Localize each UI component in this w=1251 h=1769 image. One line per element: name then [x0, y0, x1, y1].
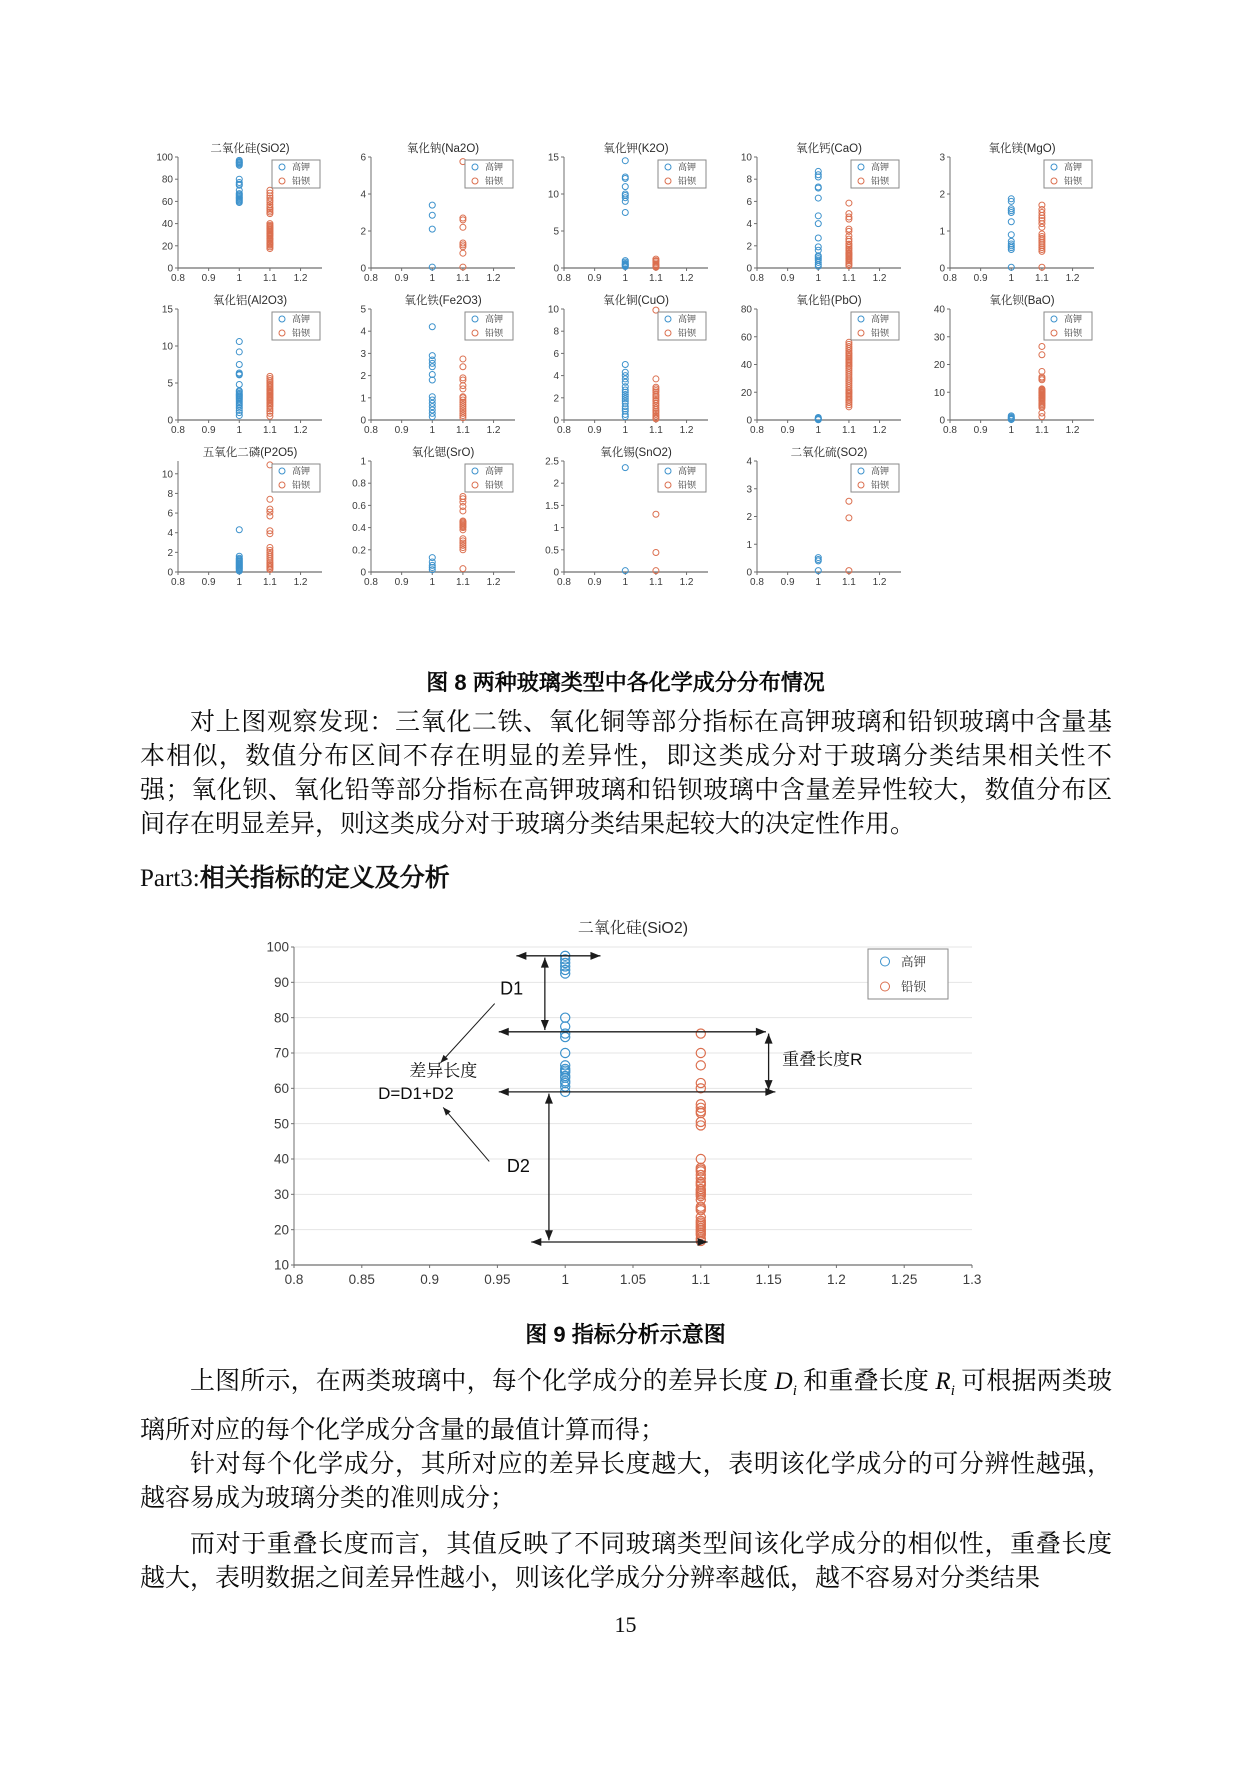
svg-text:高钾: 高钾: [871, 314, 890, 325]
svg-text:1: 1: [815, 425, 822, 436]
svg-text:0.9: 0.9: [201, 273, 216, 284]
svg-text:0: 0: [167, 567, 173, 579]
svg-text:1.1: 1.1: [841, 425, 856, 436]
svg-text:0.6: 0.6: [352, 500, 366, 512]
svg-text:1.1: 1.1: [1034, 273, 1049, 284]
svg-text:0.9: 0.9: [780, 577, 795, 588]
svg-text:铅钡: 铅钡: [871, 176, 890, 187]
svg-text:15: 15: [547, 152, 559, 164]
svg-text:0.2: 0.2: [352, 545, 366, 557]
svg-text:0: 0: [939, 415, 945, 427]
svg-text:铅钡: 铅钡: [1064, 176, 1083, 187]
svg-text:0.8: 0.8: [557, 425, 571, 436]
svg-text:2: 2: [553, 478, 559, 490]
svg-text:0: 0: [167, 263, 173, 275]
svg-text:0.4: 0.4: [352, 523, 366, 535]
svg-text:D2: D2: [506, 1156, 530, 1177]
svg-text:1: 1: [236, 425, 243, 436]
svg-text:60: 60: [273, 1081, 289, 1097]
svg-text:80: 80: [161, 174, 173, 186]
svg-text:铅钡: 铅钡: [678, 480, 697, 491]
svg-text:1.2: 1.2: [486, 577, 501, 588]
svg-text:0.8: 0.8: [171, 273, 185, 284]
svg-text:0.9: 0.9: [973, 273, 988, 284]
svg-text:铅钡: 铅钡: [871, 328, 890, 339]
svg-text:2: 2: [553, 393, 559, 405]
scatter-plot-sno2: [528, 444, 721, 596]
svg-text:二氧化硅(SiO2): 二氧化硅(SiO2): [210, 143, 290, 155]
svg-text:0: 0: [746, 263, 752, 275]
svg-text:1.1: 1.1: [455, 577, 470, 588]
svg-text:铅钡: 铅钡: [485, 328, 504, 339]
svg-text:6: 6: [167, 508, 173, 520]
svg-text:1: 1: [236, 577, 243, 588]
svg-text:二氧化硫(SO2): 二氧化硫(SO2): [790, 447, 868, 459]
svg-text:2: 2: [360, 371, 366, 383]
svg-text:0.8: 0.8: [943, 273, 957, 284]
paragraph-difference-length: 针对每个化学成分，其所对应的差异长度越大，表明该化学成分的可分辨性越强，越容易成为玻璃分类的准则成分；: [140, 1451, 1112, 1512]
svg-text:60: 60: [740, 332, 752, 344]
svg-text:0.8: 0.8: [943, 425, 957, 436]
svg-text:1.1: 1.1: [262, 577, 277, 588]
svg-text:2: 2: [167, 547, 173, 559]
svg-text:1: 1: [746, 539, 752, 551]
svg-text:10: 10: [161, 341, 173, 353]
svg-text:0: 0: [360, 263, 366, 275]
svg-text:D=D1+D2: D=D1+D2: [378, 1083, 454, 1103]
svg-text:1.1: 1.1: [262, 273, 277, 284]
svg-text:1.1: 1.1: [648, 425, 663, 436]
svg-text:1.2: 1.2: [827, 1272, 846, 1287]
svg-text:0.9: 0.9: [587, 577, 602, 588]
svg-text:3: 3: [939, 152, 945, 164]
svg-text:6: 6: [553, 348, 559, 360]
svg-text:高钾: 高钾: [292, 314, 311, 325]
svg-text:1.2: 1.2: [872, 425, 887, 436]
svg-text:差异长度: 差异长度: [409, 1061, 478, 1081]
svg-text:0: 0: [360, 567, 366, 579]
svg-text:0.9: 0.9: [394, 425, 409, 436]
svg-text:0.8: 0.8: [171, 577, 185, 588]
svg-text:20: 20: [161, 241, 173, 253]
part3-prefix: Part3:: [140, 865, 200, 892]
svg-text:1.2: 1.2: [486, 425, 501, 436]
svg-text:高钾: 高钾: [485, 314, 504, 325]
svg-text:70: 70: [273, 1045, 289, 1061]
svg-text:1.2: 1.2: [486, 273, 501, 284]
svg-text:10: 10: [273, 1257, 289, 1273]
svg-text:0.9: 0.9: [587, 273, 602, 284]
svg-text:铅钡: 铅钡: [292, 328, 311, 339]
svg-text:80: 80: [740, 304, 752, 316]
svg-text:1.2: 1.2: [679, 577, 694, 588]
svg-text:15: 15: [161, 304, 173, 316]
symbol-D-subscript: i: [792, 1383, 797, 1399]
scatter-plot-na2o: [335, 140, 528, 292]
svg-text:五氧化二磷(P2O5): 五氧化二磷(P2O5): [202, 447, 298, 459]
p2-text-3: 可根据两类玻璃所对应的每个化学成分含量的最值计算而得；: [140, 1368, 1112, 1444]
svg-text:60: 60: [161, 196, 173, 208]
svg-text:20: 20: [273, 1222, 289, 1238]
svg-text:0.8: 0.8: [364, 577, 378, 588]
scatter-plot-fe2o3: [335, 292, 528, 444]
svg-text:0.9: 0.9: [780, 273, 795, 284]
svg-text:4: 4: [746, 219, 752, 231]
svg-text:氧化钠(Na2O): 氧化钠(Na2O): [406, 143, 480, 155]
svg-text:1.2: 1.2: [293, 273, 308, 284]
svg-text:铅钡: 铅钡: [292, 480, 311, 491]
svg-text:0: 0: [553, 415, 559, 427]
svg-text:氧化铅(PbO): 氧化铅(PbO): [796, 295, 862, 307]
svg-text:0.8: 0.8: [750, 577, 764, 588]
svg-text:40: 40: [273, 1151, 289, 1167]
svg-text:铅钡: 铅钡: [292, 176, 311, 187]
svg-text:0: 0: [553, 567, 559, 579]
svg-text:氧化钙(CaO): 氧化钙(CaO): [796, 143, 862, 155]
svg-text:铅钡: 铅钡: [678, 328, 697, 339]
svg-text:50: 50: [273, 1116, 289, 1132]
svg-text:氧化镁(MgO): 氧化镁(MgO): [988, 143, 1056, 155]
symbol-D: D: [774, 1368, 793, 1395]
figure8-grid: [142, 140, 1107, 596]
scatter-plot-bao: [914, 292, 1107, 444]
svg-text:10: 10: [547, 189, 559, 201]
svg-text:1.2: 1.2: [679, 273, 694, 284]
svg-text:氧化铜(CuO): 氧化铜(CuO): [603, 295, 669, 307]
svg-text:30: 30: [273, 1187, 289, 1203]
svg-text:0.8: 0.8: [171, 425, 185, 436]
svg-text:D1: D1: [500, 978, 524, 999]
svg-text:高钾: 高钾: [1064, 162, 1083, 173]
svg-text:1: 1: [1008, 273, 1015, 284]
svg-text:1: 1: [360, 456, 366, 468]
svg-text:0.9: 0.9: [587, 425, 602, 436]
svg-text:氧化锶(SrO): 氧化锶(SrO): [411, 447, 475, 459]
svg-text:2: 2: [939, 189, 945, 201]
svg-text:1.3: 1.3: [962, 1272, 982, 1287]
svg-text:0.8: 0.8: [750, 425, 764, 436]
svg-text:4: 4: [360, 326, 366, 338]
scatter-plot-sio2: [142, 140, 335, 292]
svg-text:1.1: 1.1: [455, 425, 470, 436]
svg-text:0.8: 0.8: [284, 1272, 304, 1287]
svg-text:氧化钡(BaO): 氧化钡(BaO): [989, 295, 1055, 307]
svg-text:高钾: 高钾: [871, 162, 890, 173]
svg-text:1.05: 1.05: [619, 1272, 647, 1287]
svg-text:1: 1: [939, 226, 945, 238]
svg-text:0: 0: [167, 415, 173, 427]
svg-text:高钾: 高钾: [485, 466, 504, 477]
part3-heading: [140, 858, 450, 894]
svg-text:0: 0: [746, 567, 752, 579]
svg-text:5: 5: [360, 304, 366, 316]
scatter-plot-al2o3: [142, 292, 335, 444]
p2-text-1: 上图所示，在两类玻璃中，每个化学成分的差异长度: [190, 1368, 775, 1395]
svg-text:铅钡: 铅钡: [1064, 328, 1083, 339]
svg-text:1.1: 1.1: [841, 273, 856, 284]
svg-text:1.1: 1.1: [1034, 425, 1049, 436]
scatter-plot-so2: [721, 444, 914, 596]
svg-text:0.8: 0.8: [364, 273, 378, 284]
paragraph-definition: [140, 1362, 1112, 1451]
paragraph-overlap-length: 而对于重叠长度而言，其值反映了不同玻璃类型间该化学成分的相似性，重叠长度越大，表明数据之间差异性越小，则该化学成分分辨率越低，越不容易对分类结果: [140, 1531, 1112, 1592]
svg-text:10: 10: [161, 469, 173, 481]
svg-text:1.1: 1.1: [455, 273, 470, 284]
svg-text:0.9: 0.9: [201, 425, 216, 436]
svg-text:0.9: 0.9: [420, 1272, 439, 1287]
svg-text:高钾: 高钾: [485, 162, 504, 173]
svg-text:铅钡: 铅钡: [485, 480, 504, 491]
svg-text:1.1: 1.1: [648, 273, 663, 284]
svg-text:0: 0: [746, 415, 752, 427]
svg-text:1.1: 1.1: [691, 1272, 711, 1287]
svg-text:0.85: 0.85: [348, 1272, 375, 1287]
svg-text:2: 2: [360, 226, 366, 238]
page-number: 15: [614, 1612, 637, 1637]
svg-text:高钾: 高钾: [1064, 314, 1083, 325]
svg-text:1.25: 1.25: [891, 1272, 918, 1287]
svg-text:10: 10: [933, 387, 945, 399]
svg-text:0: 0: [939, 263, 945, 275]
svg-text:高钾: 高钾: [292, 466, 311, 477]
svg-text:二氧化硅(SiO2): 二氧化硅(SiO2): [577, 920, 689, 937]
svg-text:20: 20: [740, 387, 752, 399]
svg-text:氧化锡(SnO2): 氧化锡(SnO2): [600, 447, 672, 459]
svg-text:高钾: 高钾: [292, 162, 311, 173]
svg-text:高钾: 高钾: [678, 466, 697, 477]
svg-text:8: 8: [167, 488, 173, 500]
svg-text:0.9: 0.9: [780, 425, 795, 436]
svg-text:0.95: 0.95: [484, 1272, 511, 1287]
figure9-annotated-chart: [228, 903, 1028, 1301]
svg-text:1.1: 1.1: [648, 577, 663, 588]
p2-text-2: 和重叠长度: [796, 1368, 936, 1395]
svg-text:10: 10: [740, 152, 752, 164]
figure8-caption: 图 8 两种玻璃类型中各化学成分分布情况: [426, 670, 825, 695]
svg-text:10: 10: [547, 304, 559, 316]
svg-text:0.9: 0.9: [201, 577, 216, 588]
svg-text:4: 4: [553, 371, 559, 383]
svg-text:2: 2: [746, 512, 752, 523]
svg-text:铅钡: 铅钡: [485, 176, 504, 187]
part3-title: 相关指标的定义及分析: [199, 864, 450, 892]
svg-text:1.2: 1.2: [1065, 425, 1080, 436]
svg-text:1: 1: [429, 577, 436, 588]
svg-text:1: 1: [360, 393, 366, 405]
scatter-plot-k2o: [528, 140, 721, 292]
svg-text:1: 1: [236, 273, 243, 284]
svg-text:1: 1: [429, 425, 436, 436]
svg-text:40: 40: [161, 219, 173, 231]
svg-text:4: 4: [360, 189, 366, 201]
svg-text:0.9: 0.9: [394, 577, 409, 588]
svg-text:20: 20: [933, 360, 945, 371]
svg-text:1: 1: [622, 425, 629, 436]
svg-text:40: 40: [740, 360, 752, 371]
paragraph-observation: 对上图观察发现：三氧化二铁、氧化铜等部分指标在高钾玻璃和铅钡玻璃中含量基本相似，数值分布区间不存在明显的差异性，即这类成分对于玻璃分类结果相关性不强；氧化钡、氧化铅等部分指标在高钾玻璃和铅钡玻璃中含量差异性较大，数值分布区间存在明显差异，则这类成分对于玻璃分类结果起较大的决定性作用。: [140, 709, 1112, 838]
svg-text:80: 80: [273, 1010, 289, 1026]
svg-text:0: 0: [360, 415, 366, 427]
svg-text:8: 8: [746, 174, 752, 186]
svg-text:高钾: 高钾: [871, 466, 890, 477]
svg-text:1: 1: [815, 273, 822, 284]
svg-text:高钾: 高钾: [678, 314, 697, 325]
svg-text:1: 1: [561, 1272, 569, 1287]
svg-text:3: 3: [746, 484, 752, 496]
svg-text:氧化铝(Al2O3): 氧化铝(Al2O3): [212, 295, 288, 307]
svg-text:6: 6: [360, 152, 366, 164]
svg-text:1: 1: [553, 523, 559, 535]
svg-text:0.5: 0.5: [545, 545, 559, 557]
symbol-R-subscript: i: [950, 1383, 955, 1399]
svg-text:90: 90: [273, 975, 289, 991]
symbol-R: R: [935, 1368, 951, 1395]
svg-text:1: 1: [1008, 425, 1015, 436]
svg-text:100: 100: [266, 939, 289, 955]
scatter-plot-cuo: [528, 292, 721, 444]
scatter-plot-p2o5: [142, 444, 335, 596]
svg-text:铅钡: 铅钡: [901, 979, 927, 994]
svg-text:3: 3: [360, 348, 366, 360]
svg-text:40: 40: [933, 304, 945, 316]
svg-text:1.5: 1.5: [545, 500, 559, 512]
svg-text:1.2: 1.2: [1065, 273, 1080, 284]
svg-text:6: 6: [746, 196, 752, 208]
svg-text:5: 5: [553, 226, 559, 238]
svg-text:高钾: 高钾: [678, 162, 697, 173]
svg-text:1.2: 1.2: [679, 425, 694, 436]
svg-text:4: 4: [167, 528, 173, 540]
svg-text:8: 8: [553, 326, 559, 338]
svg-text:0.8: 0.8: [352, 478, 366, 490]
svg-text:铅钡: 铅钡: [871, 480, 890, 491]
scatter-plot-cao: [721, 140, 914, 292]
svg-text:2: 2: [746, 241, 752, 253]
svg-text:1: 1: [622, 273, 629, 284]
svg-text:0.9: 0.9: [394, 273, 409, 284]
svg-text:1.2: 1.2: [293, 577, 308, 588]
svg-text:1.1: 1.1: [262, 425, 277, 436]
svg-text:100: 100: [156, 152, 173, 164]
svg-text:30: 30: [933, 332, 945, 344]
scatter-plot-mgo: [914, 140, 1107, 292]
svg-text:铅钡: 铅钡: [678, 176, 697, 187]
svg-text:5: 5: [167, 378, 173, 390]
svg-text:0.8: 0.8: [557, 273, 571, 284]
svg-text:重叠长度R: 重叠长度R: [782, 1050, 863, 1070]
svg-text:0.8: 0.8: [750, 273, 764, 284]
svg-text:1.15: 1.15: [755, 1272, 782, 1287]
svg-text:1: 1: [429, 273, 436, 284]
svg-text:1.1: 1.1: [841, 577, 856, 588]
svg-text:0.8: 0.8: [557, 577, 571, 588]
svg-text:高钾: 高钾: [901, 954, 927, 969]
scatter-plot-pbo: [721, 292, 914, 444]
scatter-plot-sro: [335, 444, 528, 596]
svg-text:1.2: 1.2: [872, 273, 887, 284]
svg-text:0.8: 0.8: [364, 425, 378, 436]
svg-text:0: 0: [553, 263, 559, 275]
figure9-caption: 图 9 指标分析示意图: [525, 1322, 726, 1347]
svg-text:1.2: 1.2: [293, 425, 308, 436]
svg-text:1: 1: [622, 577, 629, 588]
svg-text:1: 1: [815, 577, 822, 588]
svg-text:1.2: 1.2: [872, 577, 887, 588]
svg-text:氧化钾(K2O): 氧化钾(K2O): [603, 143, 669, 155]
svg-text:2.5: 2.5: [545, 456, 559, 468]
svg-text:0.9: 0.9: [973, 425, 988, 436]
svg-text:氧化铁(Fe2O3): 氧化铁(Fe2O3): [404, 295, 482, 307]
svg-text:4: 4: [746, 456, 752, 468]
